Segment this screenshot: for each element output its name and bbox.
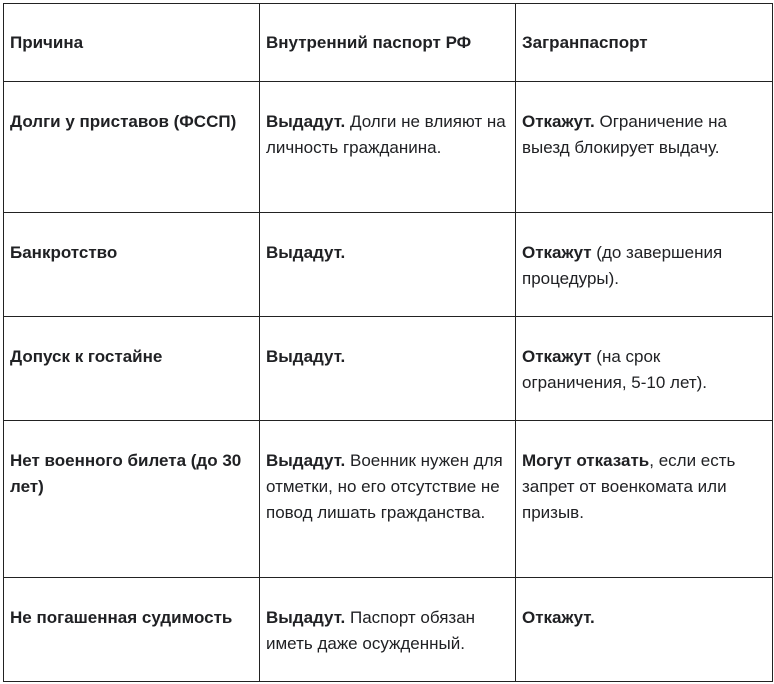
header-internal-passport: Внутренний паспорт РФ (260, 4, 516, 82)
reason-cell: Нет военного билета (до 30 лет) (4, 421, 260, 578)
table-header-row (4, 4, 773, 82)
foreign-passport-cell: Откажут. Ограничение на выезд блокирует выдачу. (516, 82, 773, 213)
internal-passport-cell: Выдадут. Паспорт обязан иметь даже осужденный. (260, 578, 516, 682)
table-row (4, 213, 773, 317)
internal-passport-cell: Выдадут. (260, 317, 516, 421)
reason-cell: Банкротство (4, 213, 260, 317)
header-foreign-passport: Загранпаспорт (516, 4, 773, 82)
reason-cell: Не погашенная судимость (4, 578, 260, 682)
internal-passport-cell: Выдадут. Долги не влияют на личность гражданина. (260, 82, 516, 213)
passport-comparison-table (3, 3, 773, 682)
foreign-passport-cell: Могут отказать, если есть запрет от военкомата или призыв. (516, 421, 773, 578)
reason-cell: Долги у приставов (ФССП) (4, 82, 260, 213)
reason-cell: Допуск к гостайне (4, 317, 260, 421)
header-reason: Причина (4, 4, 260, 82)
table-row (4, 317, 773, 421)
foreign-passport-cell: Откажут. (516, 578, 773, 682)
table-row (4, 421, 773, 578)
foreign-passport-cell: Откажут (до завершения процедуры). (516, 213, 773, 317)
internal-passport-cell: Выдадут. Военник нужен для отметки, но его отсутствие не повод лишать гражданства. (260, 421, 516, 578)
table-row (4, 82, 773, 213)
table-row (4, 578, 773, 682)
foreign-passport-cell: Откажут (на срок ограничения, 5-10 лет). (516, 317, 773, 421)
internal-passport-cell: Выдадут. (260, 213, 516, 317)
